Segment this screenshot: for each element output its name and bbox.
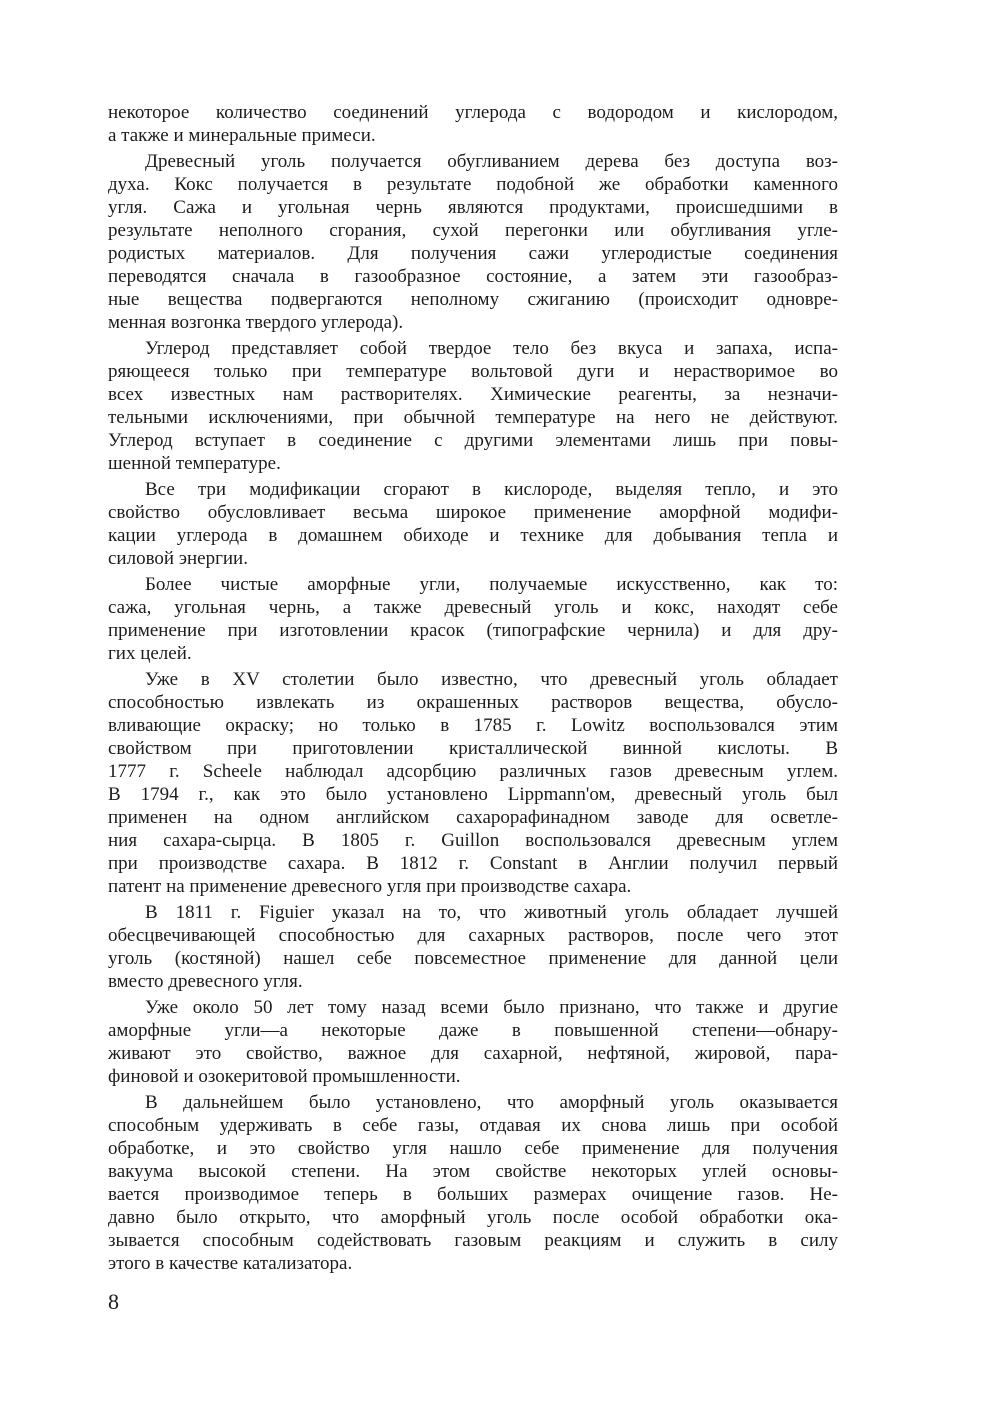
text-line: при производстве сахара. В 1812 г. Constant в Англии получил первый <box>108 853 838 874</box>
text-line: давно было открыто, что аморфный уголь после особой обработки ока- <box>108 1207 838 1228</box>
text-line: способностью извлекать из окрашенных растворов вещества, обусло- <box>108 692 838 713</box>
paragraph <box>108 996 838 1088</box>
paragraph <box>108 337 838 475</box>
text-line: родистых материалов. Для получения сажи углеродистые соединения <box>108 243 838 264</box>
text-line: вливающие окраску; но только в 1785 г. Lowitz воспользовался этим <box>108 715 838 736</box>
paragraph <box>108 101 838 147</box>
text-line: гих целей. <box>108 643 192 664</box>
text-line: менная возгонка твердого углерода). <box>108 312 404 333</box>
text-line: переводятся сначала в газообразное состояние, а затем эти газообраз- <box>108 266 838 287</box>
text-line: Более чистые аморфные угли, получаемые искусственно, как то: <box>145 574 838 595</box>
text-line: В дальнейшем было установлено, что аморфный уголь оказывается <box>145 1092 838 1113</box>
paragraph <box>108 573 838 665</box>
text-line: этого в качестве катализатора. <box>108 1253 353 1274</box>
text-line: аморфные угли—а некоторые даже в повышенной степени—обнару- <box>108 1020 838 1041</box>
text-line: способным удерживать в себе газы, отдавая их снова лишь при особой <box>108 1115 838 1136</box>
page-body-text <box>108 101 838 1275</box>
text-line: свойством при приготовлении кристаллической винной кислоты. В <box>108 738 838 759</box>
text-line: финовой и озокеритовой промышленности. <box>108 1066 461 1087</box>
text-line: Все три модификации сгорают в кислороде, выделяя тепло, и это <box>145 479 838 500</box>
paragraph <box>108 1091 838 1275</box>
text-line: Уже в XV столетии было известно, что древесный уголь обладает <box>145 669 838 690</box>
text-line: тельными исключениями, при обычной температуре на него не действуют. <box>108 407 838 428</box>
text-line: кации углерода в домашнем обиходе и технике для добывания тепла и <box>108 525 838 546</box>
text-line: 1777 г. Scheele наблюдал адсорбцию различных газов древесным углем. <box>108 761 838 782</box>
page-number: 8 <box>108 1289 119 1314</box>
text-line: результате неполного сгорания, сухой перегонки или обугливания угле- <box>108 220 838 241</box>
text-line: В 1794 г., как это было установлено Lippmann'ом, древесный уголь был <box>108 784 838 805</box>
text-line: сажа, угольная чернь, а также древесный уголь и кокс, находят себе <box>108 597 838 618</box>
text-line: ные вещества подвергаются неполному сжиганию (происходит одновре- <box>108 289 838 310</box>
paragraph <box>108 901 838 993</box>
text-line: духа. Кокс получается в результате подобной же обработки каменного <box>108 174 838 195</box>
text-line: применен на одном английском сахарорафинадном заводе для осветле- <box>108 807 838 828</box>
text-line: Углерод представляет собой твердое тело без вкуса и запаха, испа- <box>145 338 838 359</box>
text-line: уголь (костяной) нашел себе повсеместное применение для данной цели <box>108 948 838 969</box>
text-line: Уже около 50 лет тому назад всеми было признано, что также и другие <box>145 997 838 1018</box>
text-line: живают это свойство, важное для сахарной, нефтяной, жировой, пара- <box>108 1043 838 1064</box>
text-line: зывается способным содействовать газовым реакциям и служить в силу <box>108 1230 838 1251</box>
text-line: вместо древесного угля. <box>108 971 303 992</box>
text-line: Древесный уголь получается обугливанием дерева без доступа воз- <box>145 151 838 172</box>
text-line: ния сахара-сырца. В 1805 г. Guillon воспользовался древесным углем <box>108 830 838 851</box>
paragraph <box>108 150 838 334</box>
text-line: свойство обусловливает весьма широкое применение аморфной модифи- <box>108 502 838 523</box>
text-line: некоторое количество соединений углерода с водородом и кислородом, <box>108 102 838 123</box>
text-line: обработке, и это свойство угля нашло себе применение для получения <box>108 1138 838 1159</box>
text-line: а также и минеральные примеси. <box>108 125 376 146</box>
text-line: патент на применение древесного угля при производстве сахара. <box>108 876 632 897</box>
text-line: шенной температуре. <box>108 453 281 474</box>
text-line: вакуума высокой степени. На этом свойстве некоторых углей основы- <box>108 1161 838 1182</box>
text-line: угля. Сажа и угольная чернь являются продуктами, происшедшими в <box>108 197 838 218</box>
text-line: ряющееся только при температуре вольтовой дуги и нерастворимое во <box>108 361 838 382</box>
paragraph <box>108 478 838 570</box>
text-line: обесцвечивающей способностью для сахарных растворов, после чего этот <box>108 925 838 946</box>
text-line: всех известных нам растворителях. Химические реагенты, за незначи- <box>108 384 838 405</box>
text-line: применение при изготовлении красок (типографские чернила) и для дру- <box>108 620 838 641</box>
text-line: вается производимое теперь в больших размерах очищение газов. Не- <box>108 1184 838 1205</box>
text-line: Углерод вступает в соединение с другими элементами лишь при повы- <box>108 430 838 451</box>
text-line: В 1811 г. Figuier указал на то, что животный уголь обладает лучшей <box>145 902 838 923</box>
paragraph <box>108 668 838 898</box>
text-line: силовой энергии. <box>108 548 248 569</box>
